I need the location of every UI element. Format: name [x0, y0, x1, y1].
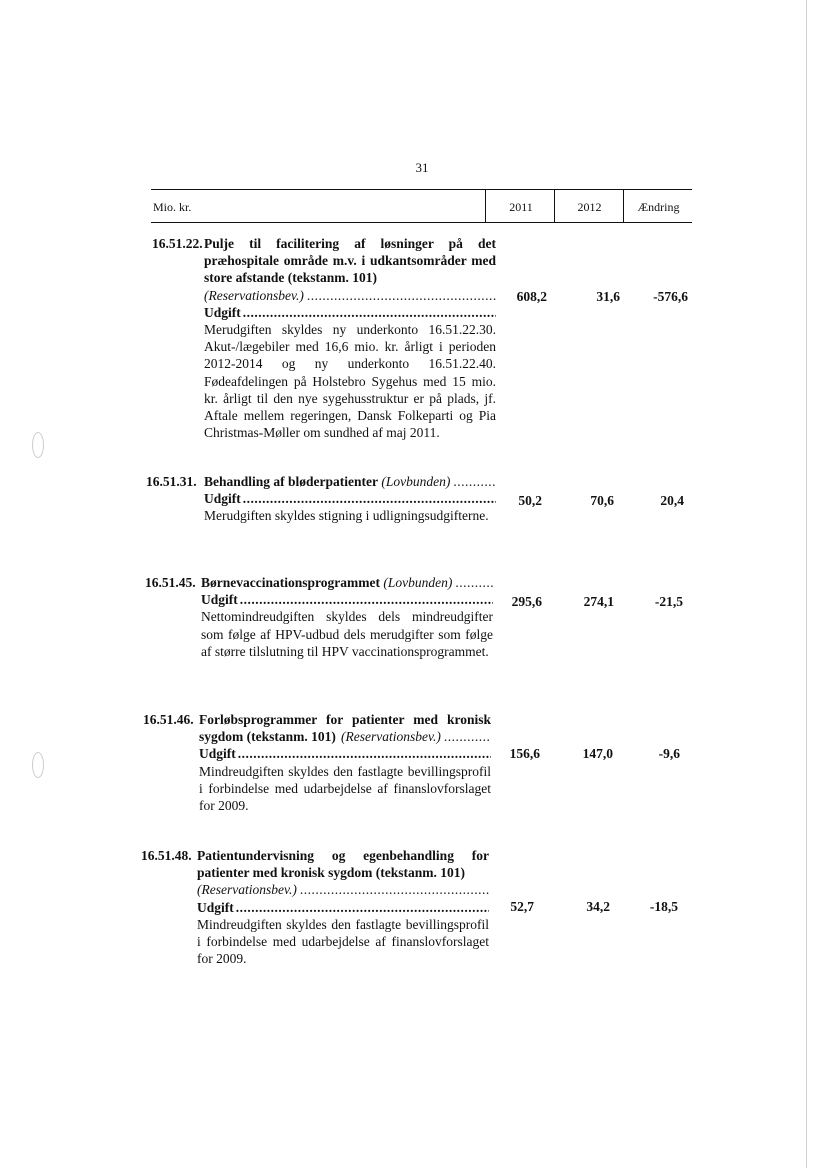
account-code: 16.51.45.	[145, 575, 196, 590]
punch-hole-mark	[32, 432, 44, 458]
expense-line: Udgift .....	[201, 591, 493, 608]
expense-line: Udgift .....	[204, 304, 496, 321]
entry-note: Mindreudgiften skyldes den fastlagte bevillingsprofil i forbindelse med udarbejdelse af finanslovforslaget for 2009.	[199, 763, 491, 814]
page-number: 31	[415, 160, 429, 175]
entry-body	[201, 574, 493, 660]
entry-note: Mindreudgiften skyldes den fastlagte bevillingsprofil i forbindelse med udarbejdelse af finanslovforslaget for 2009.	[197, 916, 489, 967]
title-line: Børnevaccinationsprogrammet (Lovbunden) .....	[201, 574, 493, 591]
value-2011: 52,7	[510, 899, 534, 914]
entry-note: Nettomindreudgiften skyldes dels mindreudgifter som følge af HPV-udbud dels merudgifter som følge af større tilslutning til HPV vaccinationsprogrammet.	[201, 609, 493, 659]
column-header-change: Ændring	[623, 190, 693, 222]
entry-body	[204, 235, 496, 441]
account-code: 16.51.48.	[141, 848, 192, 863]
value-2012: 31,6	[596, 289, 620, 304]
value-2011: 156,6	[509, 746, 540, 761]
punch-hole-mark	[32, 752, 44, 778]
expense-line: Udgift .....	[197, 899, 489, 916]
title-line: Behandling af bløderpatienter (Lovbunden) .....	[204, 473, 496, 490]
scan-edge-line	[806, 0, 807, 1168]
expense-line: Udgift .....	[199, 745, 491, 762]
expense-line: Udgift .....	[204, 490, 496, 507]
account-code: 16.51.31.	[146, 474, 197, 489]
value-change: -576,6	[653, 289, 688, 304]
entry-title: Forløbsprogrammer for patienter med kronisk sygdom (tekstanm. 101)	[199, 712, 491, 745]
entry-title: Pulje til facilitering af løsninger på det præhospitale område m.v. i udkantsområder med store afstande (tekstanm. 101)	[204, 236, 496, 286]
column-header-2012: 2012	[554, 190, 624, 222]
account-code: 16.51.46.	[143, 712, 194, 727]
entry-note: Merudgiften skyldes stigning i udligningsudgifterne.	[204, 508, 489, 524]
value-2011: 608,2	[516, 289, 547, 304]
value-change: -18,5	[649, 899, 678, 914]
account-code: 16.51.22.	[152, 236, 203, 251]
qualifier-line: (Reservationsbev.) .....	[197, 881, 489, 898]
unit-label: Mio. kr.	[153, 200, 192, 214]
entry-note: Merudgiften skyldes ny underkonto 16.51.22.30. Akut-/lægebiler med 16,6 mio. kr. årligt i perioden 2012-2014 og ny underkonto 16.51.22.40. Fødeafdelingen på Holstebro Sygehus med 15 mio. kr. årligt til den nye sygehusstruktur er på plads, jf. Aftale mellem regeringen, Dansk Folkeparti og Pia Christmas-Møller om sundhed af maj 2011.	[204, 322, 496, 441]
entry-body	[197, 847, 489, 967]
column-header-2011: 2011	[485, 190, 556, 222]
value-2012: 274,1	[583, 594, 614, 609]
entry-body	[204, 473, 496, 525]
value-change: -9,6	[658, 746, 680, 761]
entry-body	[199, 711, 491, 814]
qualifier-line: (Reservationsbev.) .....	[199, 728, 491, 745]
value-2012: 70,6	[590, 493, 614, 508]
value-2012: 147,0	[582, 746, 613, 761]
entry-title: Patientundervisning og egenbehandling for patienter med kronisk sygdom (tekstanm. 101)	[197, 848, 489, 881]
qualifier-line: (Reservationsbev.) .....	[204, 287, 496, 304]
value-change: 20,4	[660, 493, 684, 508]
value-2011: 50,2	[518, 493, 542, 508]
value-2012: 34,2	[586, 899, 610, 914]
value-change: -21,5	[654, 594, 683, 609]
table-header	[151, 189, 692, 223]
value-2011: 295,6	[511, 594, 542, 609]
